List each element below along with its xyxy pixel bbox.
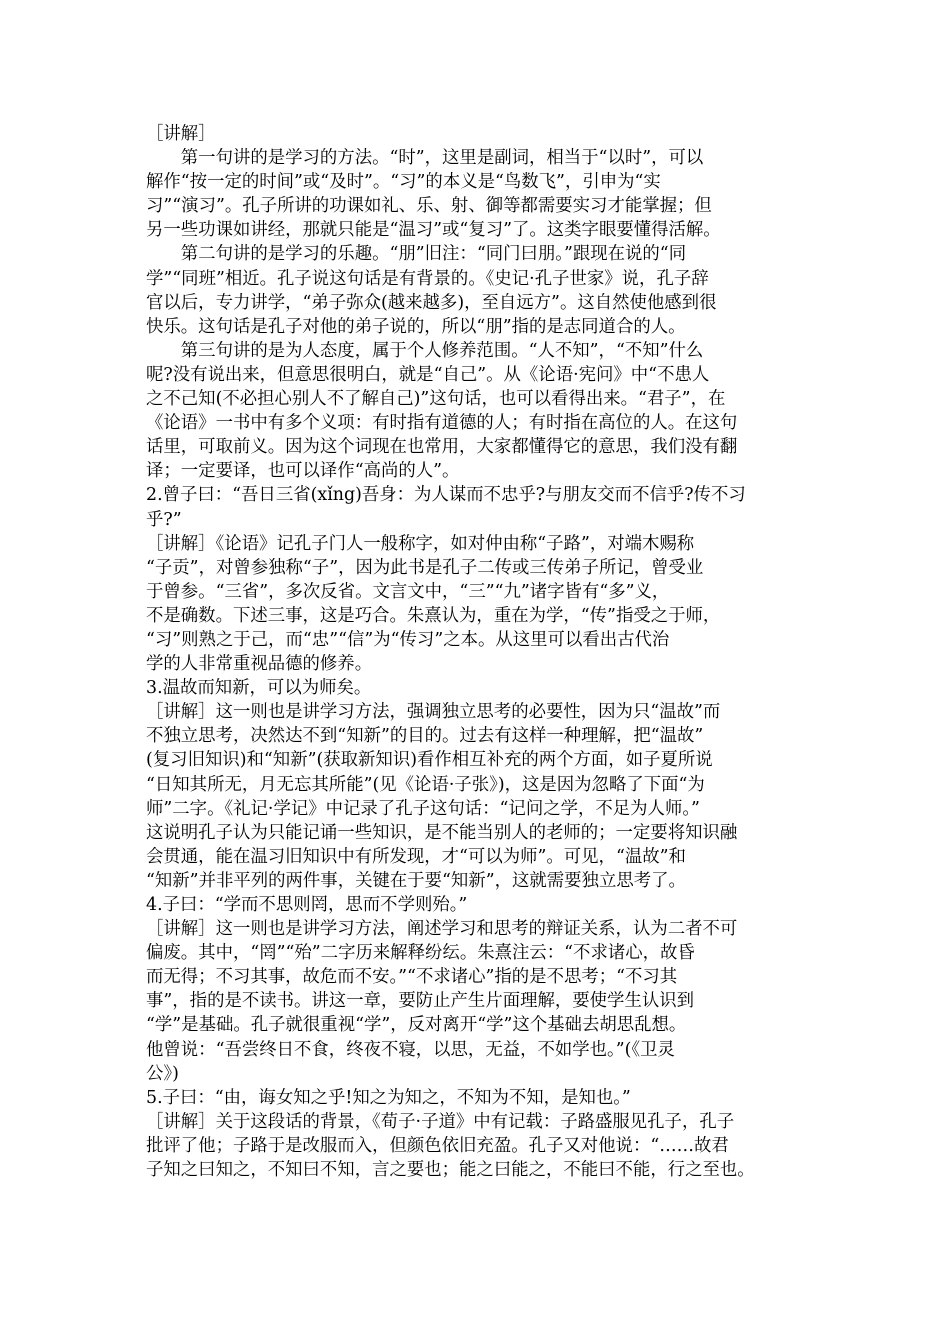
text-line: 事”，指的是不读书。讲这一章，要防止产生片面理解，要使学生认识到 [146,991,695,1012]
text-line: 会贯通，能在温习旧知识中有所发现，才“可以为师”。可见，“温故”和 [146,846,686,867]
text-line: 3.温故而知新，可以为师矣。 [146,678,372,699]
text-line: 译；一定要译，也可以译作“高尚的人”。 [146,461,460,482]
text-line: 师”二字。《礼记·学记》中记录了孔子这句话：“记问之学，不足为人师。” [146,798,700,819]
text-line: 呢?没有说出来，但意思很明白，就是“自己”。从《论语·宪问》中“不患人 [146,364,710,385]
text-line: ［讲解］关于这段话的背景，《荀子·子道》中有记载：子路盛服见孔子，孔子 [146,1111,735,1132]
text-line: 4.子曰：“学而不思则罔，思而不学则殆。” [146,895,468,915]
text-line: 另一些功课如讲经，那就只能是“温习”或“复习”了。这类字眼要懂得活解。 [146,220,721,241]
text-line: ［讲解］这一则也是讲学习方法，阐述学习和思考的辩证关系，认为二者不可 [146,919,738,940]
text-line: 学的人非常重视品德的修养。 [146,654,373,675]
text-line: 乎?” [146,509,182,530]
text-line: “知新”并非平列的两件事，关键在于要“知新”，这就需要独立思考了。 [146,870,686,891]
text-line: 子知之曰知之，不知曰不知，言之要也；能之曰能之，不能曰不能，行之至也。 [146,1160,755,1181]
text-line: 第一句讲的是学习的方法。“时”，这里是副词，相当于“以时”，可以 [146,148,704,169]
text-line: 批评了他；子路于是改服而入，但颜色依旧充盈。孔子又对他说：“……故君 [146,1135,729,1156]
text-line: 5.子曰：“由，诲女知之乎!知之为知之，不知为不知，是知也。” [146,1087,631,1108]
text-line: 快乐。这句话是孔子对他的弟子说的，所以“朋”指的是志同道合的人。 [146,316,686,337]
text-line: ［讲解］ [146,124,216,144]
text-line: 之不己知(不必担心别人不了解自己)”这句话，也可以看得出来。“君子”，在 [146,389,726,410]
text-line: (复习旧知识)和“知新”(获取新知识)看作相互补充的两个方面，如子夏所说 [146,750,713,771]
text-line: 话里，可取前义。因为这个词现在也常用，大家都懂得它的意思，我们没有翻 [146,437,738,458]
text-line: “日知其所无，月无忘其所能”(见《论语·子张》)，这是因为忽略了下面“为 [146,774,705,795]
text-line: 学”“同班”相近。孔子说这句话是有背景的。《史记·孔子世家》说，孔子辞 [146,268,709,289]
text-line: ［讲解］这一则也是讲学习方法，强调独立思考的必要性，因为只“温故”而 [146,702,721,723]
text-line: 《论语》一书中有多个义项：有时指有道德的人；有时指在高位的人。在这句 [146,413,738,434]
text-line: 他曾说：“吾尝终日不食，终夜不寝，以思，无益，不如学也。”(《卫灵 [146,1039,675,1060]
text-line: 官以后，专力讲学，“弟子弥众(越来越多)，至自远方”。这自然使他感到很 [146,292,717,313]
text-line: 解作“按一定的时间”或“及时”。“习”的本义是“鸟数飞”，引申为“实 [146,172,661,193]
text-line: 于曾参。“三省”，多次反省。文言文中，“三”“九”诸字皆有“多”义， [146,581,670,602]
text-line: ［讲解］《论语》记孔子门人一般称字，如对仲由称“子路”，对端木赐称 [146,533,695,554]
document-page [146,122,810,1182]
text-line: 2.曾子曰：“吾日三省(xǐng)吾身：为人谋而不忠乎?与朋友交而不信乎?传不习 [146,485,746,506]
text-line: “学”是基础。孔子就很重视“学”，反对离开“学”这个基础去胡思乱想。 [146,1015,687,1036]
text-line: “子贡”，对曾参独称“子”，因为此书是孔子二传或三传弟子所记，曾受业 [146,557,704,578]
text-line: 第三句讲的是为人态度，属于个人修养范围。“人不知”，“不知”什么 [146,340,704,361]
text-line: 而无得；不习其事，故危而不安。”“不求诸心”指的是不思考；“不习其 [146,967,678,988]
text-line: 公》) [146,1063,179,1084]
text-line: 不是确数。下述三事，这是巧合。朱熹认为，重在为学，“传”指受之于师， [146,605,721,626]
text-line: 习”“演习”。孔子所讲的功课如礼、乐、射、御等都需要实习才能掌握；但 [146,196,712,217]
text-line: 这说明孔子认为只能记诵一些知识，是不能当别人的老师的；一定要将知识融 [146,822,738,843]
text-line: “习”则熟之于己，而“忠”“信”为“传习”之本。从这里可以看出古代治 [146,629,670,650]
text-line: 偏废。其中，“罔”“殆”二字历来解释纷纭。朱熹注云：“不求诸心，故昏 [146,943,695,964]
text-line: 第二句讲的是学习的乐趣。“朋”旧注：“同门曰朋。”跟现在说的“同 [146,244,687,265]
text-line: 不独立思考，决然达不到“知新”的目的。过去有这样一种理解，把“温故” [146,726,704,747]
